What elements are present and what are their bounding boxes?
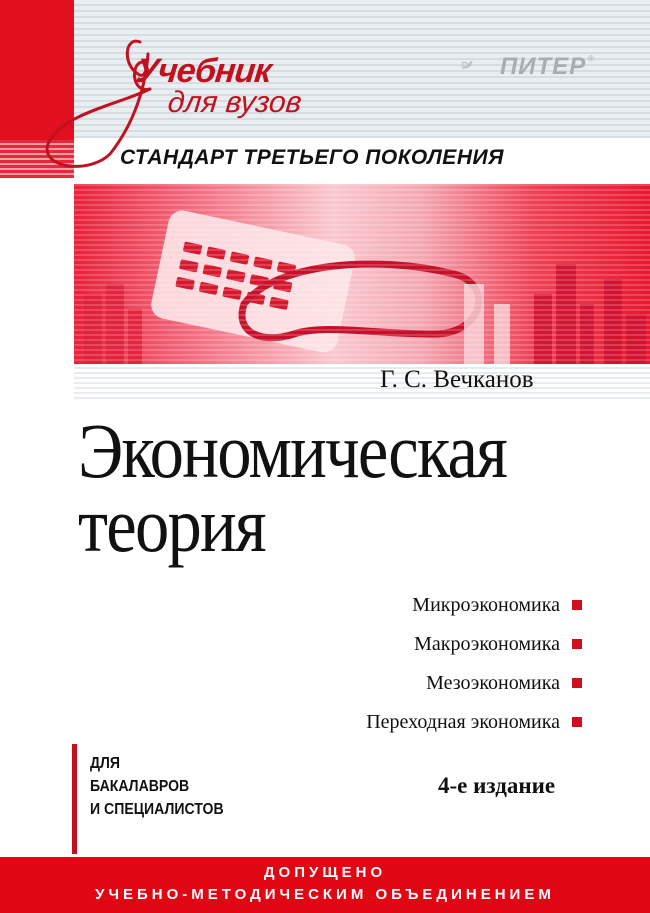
author-striped-band [74, 364, 650, 400]
square-bullet-icon [572, 678, 582, 688]
series-logo-line1: Учебник [134, 52, 273, 90]
square-bullet-icon [572, 717, 582, 727]
topics-list [366, 585, 582, 741]
hero-image [74, 184, 650, 364]
topic-item: Макроэкономика [366, 624, 582, 663]
registered-mark: ® [588, 54, 594, 63]
audience-divider [72, 744, 77, 854]
topic-item: Переходная экономика [366, 702, 582, 741]
hero-stripes-overlay [74, 184, 650, 364]
topic-item: Мезоэкономика [366, 663, 582, 702]
book-title-line2: теория [78, 481, 265, 568]
book-title [78, 407, 507, 568]
publisher-name: ПИТЕР [500, 53, 587, 80]
square-bullet-icon [572, 600, 582, 610]
square-bullet-icon [572, 639, 582, 649]
audience-label: ДЛЯ БАКАЛАВРОВ И СПЕЦИАЛИСТОВ [90, 755, 224, 818]
approval-text: ДОПУЩЕНО УЧЕБНО-МЕТОДИЧЕСКИМ ОБЪЕДИНЕНИЕМ [95, 864, 555, 903]
edition-label: 4-е издание [438, 773, 556, 798]
series-logo-line2: для вузов [166, 86, 304, 119]
topic-item: Микроэкономика [366, 585, 582, 624]
author-name: Г. С. Вечканов [380, 366, 534, 393]
publisher-logo-icon [462, 50, 502, 80]
book-title-line1: Экономическая [78, 407, 507, 494]
standard-label: СТАНДАРТ ТРЕТЬЕГО ПОКОЛЕНИЯ [120, 146, 504, 169]
